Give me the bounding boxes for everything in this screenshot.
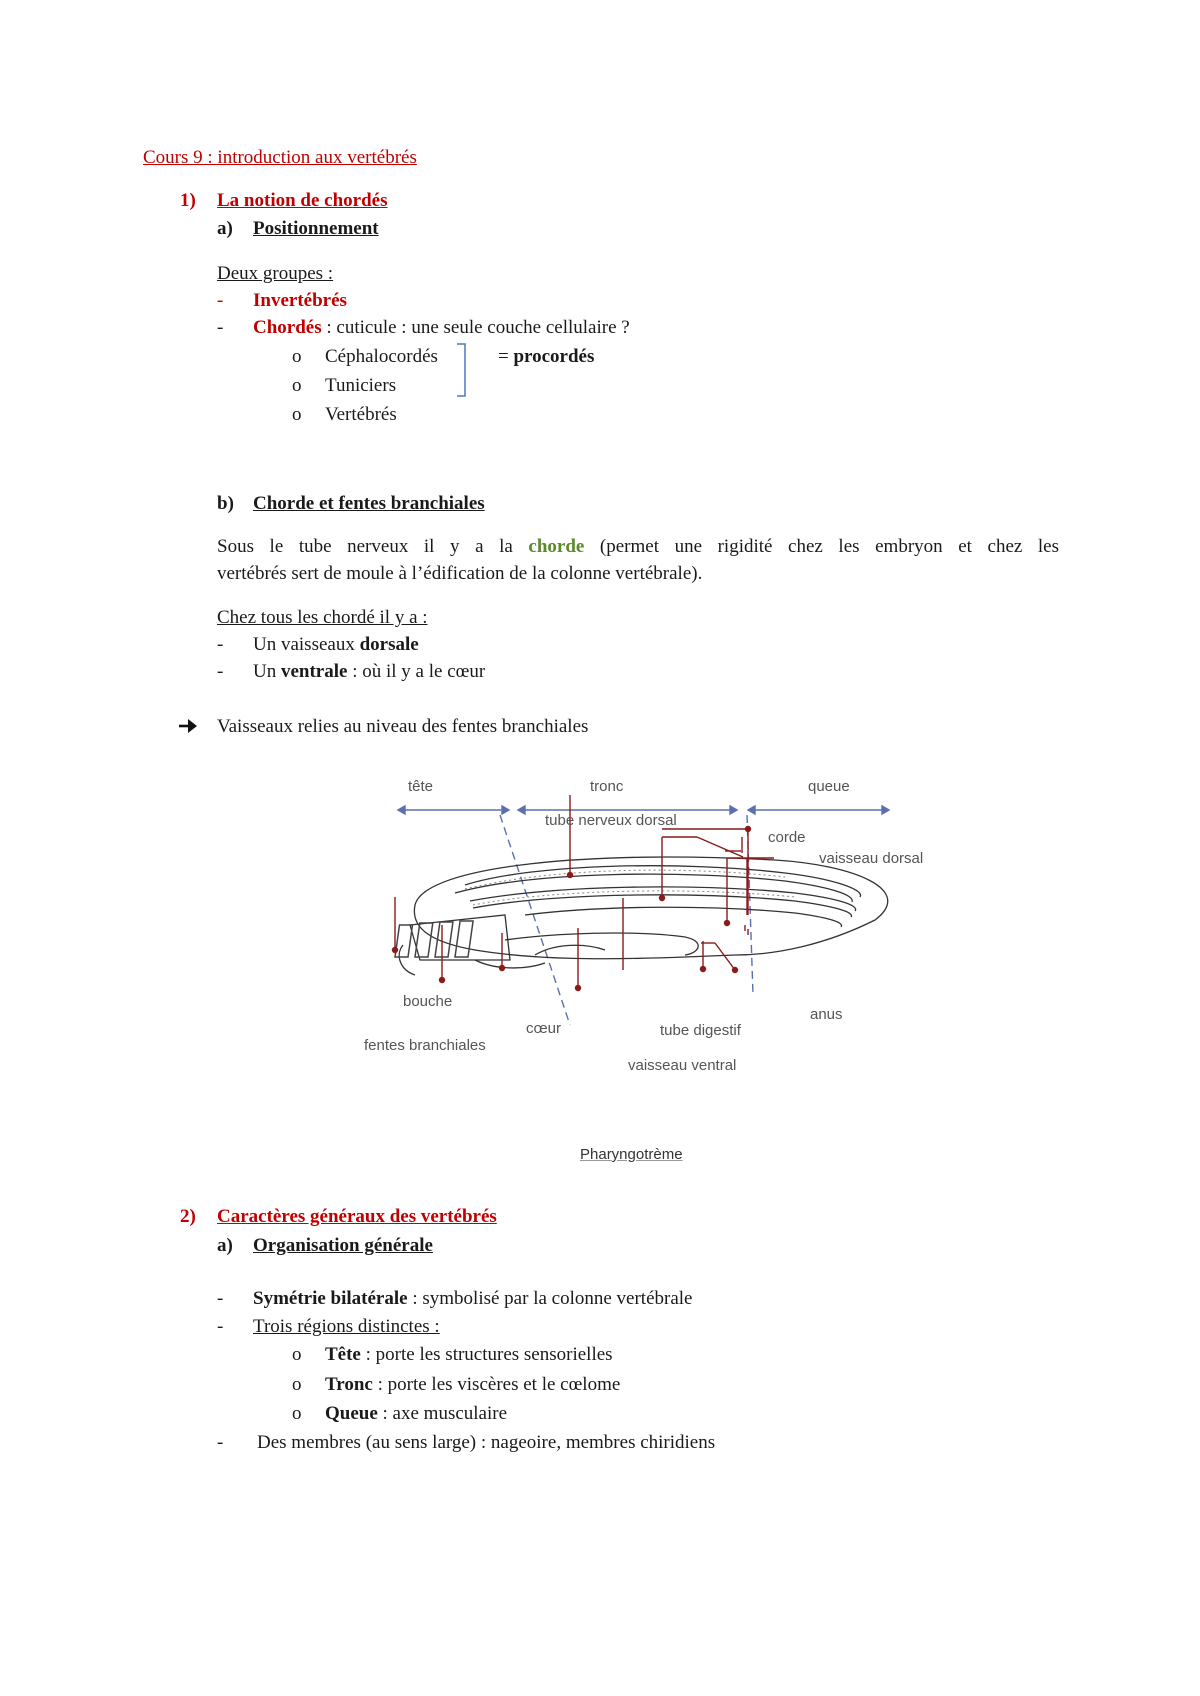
deux-groupes-intro: Deux groupes : [217, 263, 334, 284]
chez-tous-intro: Chez tous les chordé il y a : [217, 607, 428, 628]
chorde-paragraph-line2: vertébrés sert de moule à l’édification de la colonne vertébrale). [217, 563, 703, 584]
procordes-group [498, 345, 594, 369]
item-text-end: : où il y a le cœur [347, 661, 486, 682]
label-queue: queue [808, 778, 850, 795]
vaisseaux-relies-note: Vaisseaux relies au niveau des fentes branchiales [217, 716, 589, 737]
invertebres-label: Invertébrés [253, 290, 347, 311]
sub-bullet: o [292, 1344, 302, 1365]
label-tube-digestif: tube digestif [660, 1022, 741, 1039]
sub-bullet: o [292, 1403, 302, 1424]
sub-bullet: o [292, 1374, 302, 1395]
label-corde: corde [768, 829, 806, 846]
vaisseau-dorsal-item [253, 633, 419, 657]
symetrie-desc: : symbolisé par la colonne vertébrale [407, 1288, 693, 1309]
region-tete-item [325, 1343, 613, 1367]
list-dash: - [217, 634, 224, 655]
chordes-item [253, 316, 630, 340]
subsection-2a-title: Organisation générale [253, 1235, 433, 1256]
label-vaisseau-dorsal: vaisseau dorsal [819, 850, 924, 867]
symetrie-label: Symétrie bilatérale [253, 1288, 408, 1309]
chordes-label: Chordés [253, 317, 322, 338]
sub-bullet: o [292, 375, 302, 396]
region-label: Tronc [325, 1374, 373, 1395]
item-text: Un vaisseaux [253, 634, 360, 655]
region-queue-item [325, 1402, 507, 1426]
symetrie-item [253, 1287, 693, 1311]
list-dash: - [217, 317, 224, 338]
chorde-text-end: (permet une rigidité chez les embryon et chez les [599, 536, 1059, 557]
section-1-number: 1) [180, 190, 196, 211]
arrow-right-icon [178, 717, 200, 735]
chorde-text-start: Sous le tube nerveux il y a la [217, 536, 513, 557]
vaisseau-ventral-item [253, 660, 485, 684]
sub-bullet: o [292, 346, 302, 367]
course-title: Cours 9 : introduction aux vertébrés [143, 147, 417, 168]
label-bouche: bouche [403, 993, 453, 1010]
dorsale-term: dorsale [359, 634, 419, 655]
procordes-label: procordés [513, 346, 595, 367]
label-tronc: tronc [590, 778, 624, 795]
subsection-1b-title: Chorde et fentes branchiales [253, 493, 485, 514]
label-tete: tête [408, 778, 434, 795]
label-coeur: cœur [526, 1020, 561, 1037]
list-dash: - [217, 661, 224, 682]
region-label: Tête [325, 1344, 361, 1365]
list-dash: - [217, 1288, 224, 1309]
chorde-paragraph-line1 [217, 535, 1059, 559]
subsection-2a-number: a) [217, 1235, 233, 1256]
chordes-description: : cuticule : une seule couche cellulaire ? [321, 317, 630, 338]
tuniciers-item: Tuniciers [325, 375, 397, 396]
section-1-title: La notion de chordés [217, 190, 388, 211]
region-desc: : porte les structures sensorielles [360, 1344, 613, 1365]
grouping-bracket [455, 342, 469, 398]
list-dash: - [217, 290, 224, 311]
subsection-1a-title: Positionnement [253, 218, 379, 239]
diagram-caption: Pharyngotrème [580, 1146, 683, 1163]
label-vaisseau-ventral: vaisseau ventral [628, 1057, 737, 1074]
subsection-1b-number: b) [217, 493, 234, 514]
region-tronc-item [325, 1373, 620, 1397]
list-dash: - [217, 1432, 224, 1453]
chorde-term: chorde [528, 536, 585, 557]
ventrale-term: ventrale [280, 661, 348, 682]
label-fentes-branchiales: fentes branchiales [364, 1037, 486, 1054]
trois-regions-item: Trois régions distinctes : [253, 1316, 440, 1337]
cephalocordes-item: Céphalocordés [325, 346, 438, 367]
membres-item: Des membres (au sens large) : nageoire, membres chiridiens [257, 1432, 716, 1453]
procordes-equals: = [498, 346, 514, 367]
section-2-number: 2) [180, 1206, 196, 1227]
vertebres-item: Vertébrés [325, 404, 397, 425]
item-text: Un [253, 661, 281, 682]
region-desc: : porte les viscères et le cœlome [372, 1374, 621, 1395]
label-tube-nerveux-dorsal: tube nerveux dorsal [545, 812, 677, 829]
region-label: Queue [325, 1403, 378, 1424]
region-desc: : axe musculaire [377, 1403, 508, 1424]
subsection-1a-number: a) [217, 218, 233, 239]
label-anus: anus [810, 1006, 843, 1023]
section-2-title: Caractères généraux des vertébrés [217, 1206, 497, 1227]
sub-bullet: o [292, 404, 302, 425]
list-dash: - [217, 1316, 224, 1337]
